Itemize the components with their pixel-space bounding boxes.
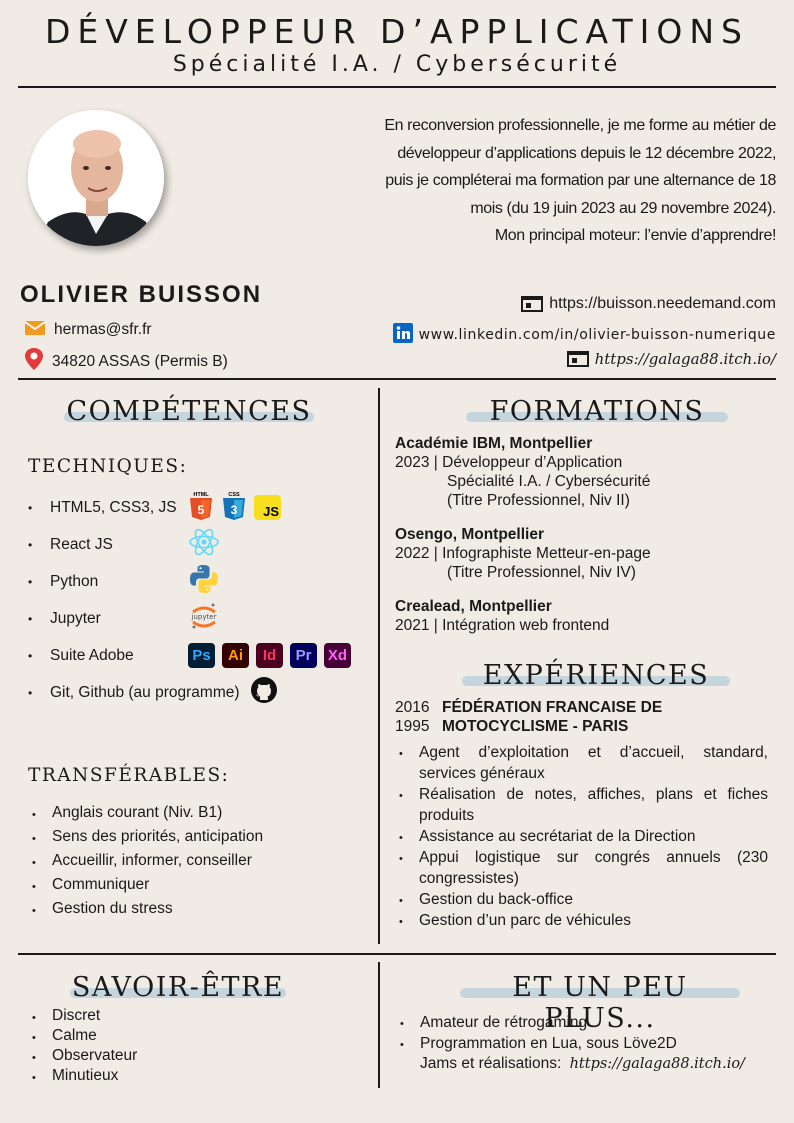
skill-label: React JS [50,535,113,553]
itch-link[interactable]: https://galaga88.itch.io/ [594,350,776,368]
email-row [24,318,152,341]
linkedin-row [393,323,776,347]
experience-dates [395,698,429,736]
plus-title: ET UN PEU PLUS... [512,972,688,1034]
illustrator-icon: Ai [222,643,249,668]
browser-icon [567,351,589,367]
formations-title: FORMATIONS [489,396,705,427]
skill-row: • Jupyter jupyter [28,600,368,637]
header-divider [18,86,776,88]
techniques-list [28,489,368,711]
email-link[interactable]: hermas@sfr.fr [54,320,152,338]
bottom-divider [18,953,776,955]
school-name: Crealead, Montpellier [395,598,552,615]
formation-line: 2021 | Intégration web frontend [395,617,610,634]
list-item: • Accueillir, informer, conseiller [28,849,368,873]
formation-line: (Titre Professionnel, Niv II) [447,492,630,509]
browser-icon [521,296,543,312]
skill-label: Git, Github (au programme) [50,683,240,701]
list-item: • Gestion du back-office [395,889,768,910]
map-pin-icon [24,347,44,376]
transferables-list [28,801,368,921]
svg-text:3: 3 [230,503,238,517]
school-name: Académie IBM, Montpellier [395,435,593,452]
html5-icon [188,490,214,525]
formation-line: Spécialité I.A. / Cybersécurité [447,473,651,490]
list-item: • Minutieux [28,1066,328,1086]
formation-line: (Titre Professionnel, Niv IV) [447,564,636,581]
mail-icon [24,318,46,341]
list-item: • Sens des priorités, anticipation [28,825,368,849]
linkedin-link[interactable]: www.linkedin.com/in/olivier-buisson-numerique [418,327,776,343]
svg-text:5: 5 [197,503,205,517]
savoir-etre-title: SAVOIR-ÊTRE [71,972,285,1003]
list-item: • Assistance au secrétariat de la Direction [395,826,768,847]
list-item: • Programmation en Lua, sous Löve2D [396,1033,776,1054]
intro-line: développeur d’applications depuis le 12 décembre 2022, [397,144,776,162]
jams-link[interactable]: https://galaga88.itch.io/ [569,1056,745,1072]
list-item: • Appui logistique sur congrés annuels (230 congressistes) [395,847,768,889]
html5-caption: HTML [193,492,209,498]
intro-line: Mon principal moteur: l’envie d’apprendre! [494,227,776,244]
competences-heading [64,396,314,427]
location-row [24,347,228,376]
list-item: • Gestion d’un parc de véhicules [395,910,768,931]
experience-org [442,698,662,736]
website-link[interactable]: https://buisson.needemand.com [549,295,776,312]
intro-line: mois (du 19 juin 2023 au 29 novembre 2024). [470,199,776,217]
year-end: 1995 [395,718,430,735]
intro-line: puis je compléterai ma formation par une alternance de 18 [385,172,776,189]
school-name: Osengo, Montpellier [395,526,544,543]
skill-label: Jupyter [50,609,101,627]
github-icon [250,676,278,709]
formation-line: 2023 | Développeur d’Application [395,454,623,471]
formation-item [395,434,775,510]
formations-list [395,434,775,635]
xd-icon: Xd [324,643,351,668]
formation-item [395,597,775,635]
skill-row: • HTML5, CSS3, JS HTML 5 CSS 3 JS [28,489,368,526]
js-icon: JS [254,495,281,520]
skill-row: • Python [28,563,368,600]
list-item: • Calme [28,1026,328,1046]
list-item: • Observateur [28,1046,328,1066]
list-item: • Réalisation de notes, affiches, plans et fiches produits [395,784,768,826]
transferables-heading: TRANSFÉRABLES: [28,765,230,786]
list-item: • Gestion du stress [28,897,368,921]
location-text: 34820 ASSAS (Permis B) [52,352,228,370]
css3-caption: CSS [228,492,240,498]
list-item: • Discret [28,1006,328,1026]
itch-row [567,350,776,368]
premiere-icon: Pr [290,643,317,668]
react-icon [188,528,220,561]
org-line: FÉDÉRATION FRANCAISE DE [442,699,663,716]
avatar [28,110,164,246]
website-row [521,295,776,313]
person-name: OLIVIER BUISSON [20,281,263,308]
page-subtitle: Spécialité I.A. / Cybersécurité [172,52,622,77]
intro-line: En reconversion professionnelle, je me forme au métier de [384,117,776,134]
techniques-heading: TECHNIQUES: [28,456,188,477]
competences-title: COMPÉTENCES [66,396,312,427]
experience-tasks [395,742,768,931]
experiences-title: EXPÉRIENCES [482,660,710,691]
intro-text [300,112,776,250]
css3-icon [221,490,247,525]
skill-label: HTML5, CSS3, JS [50,498,177,516]
skill-row: • Git, Github (au programme) [28,674,368,711]
experiences-heading [462,660,730,691]
formation-line: 2022 | Infographiste Metteur-en-page [395,545,651,562]
list-item: • Communiquer [28,873,368,897]
list-item: • Amateur de rétrogaming [396,1012,776,1033]
photoshop-icon: Ps [188,643,215,668]
jams-label: Jams et réalisations: [420,1055,562,1072]
list-item: • Anglais courant (Niv. B1) [28,801,368,825]
year-start: 2016 [395,699,430,716]
savoir-etre-list [28,1006,328,1086]
skill-row: • Suite Adobe Ps Ai Id Pr Xd [28,637,368,674]
formation-item [395,525,775,582]
skill-row: • React JS [28,526,368,563]
formations-heading [466,396,728,427]
list-item: • Agent d’exploitation et d’accueil, standard, services généraux [395,742,768,784]
jams-row [420,1055,745,1073]
column-divider [378,388,380,944]
linkedin-icon [393,323,413,347]
org-line: MOTOCYCLISME - PARIS [442,718,629,735]
python-icon [188,563,220,600]
page-title: DÉVELOPPEUR D’APPLICATIONS [44,12,750,51]
indesign-icon: Id [256,643,283,668]
section-divider [18,378,776,380]
savoir-etre-heading [70,972,286,1003]
jupyter-icon [188,600,220,637]
skill-label: Suite Adobe [50,646,134,664]
skill-label: Python [50,572,99,590]
jupyter-caption: jupyter [191,613,217,621]
column-divider-bottom [378,962,380,1088]
